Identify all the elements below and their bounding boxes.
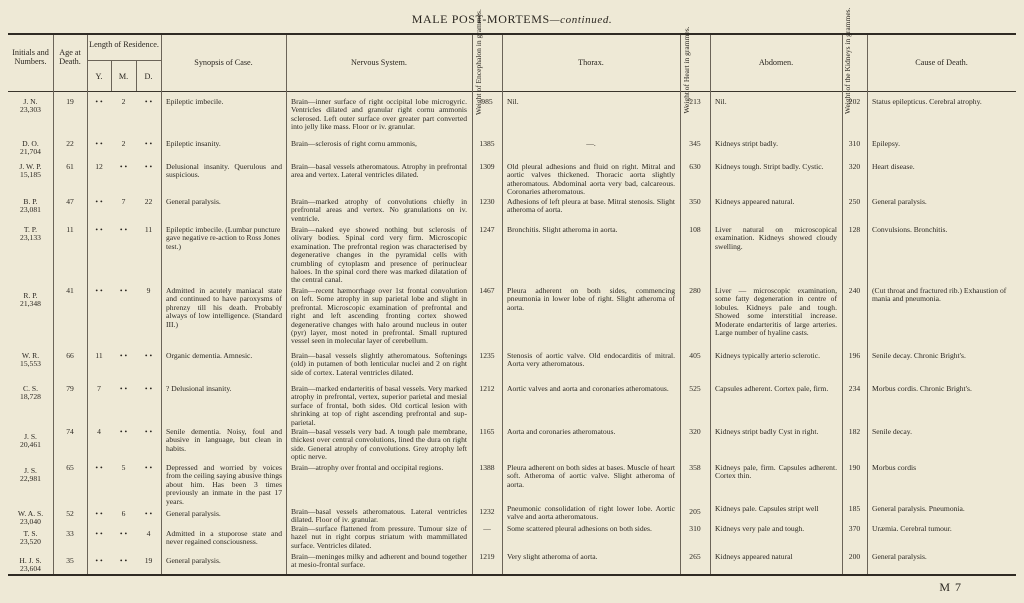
- header-cause: Cause of Death.: [915, 58, 968, 67]
- row-thorax: Aorta and coronaries atheromatous.: [507, 427, 616, 436]
- row-thorax: Old pleural adhesions and fluid on right. Mitral and aortic valves thickened. Thoracic aorta slightly atheromatous. Abdominal aorta very bad, calcareous. Coronaries atheromatous.: [507, 162, 675, 197]
- row-age: 41: [66, 286, 74, 295]
- row-years: 4: [97, 427, 101, 436]
- row-heart: 205: [689, 507, 701, 516]
- row-number: 20,461: [20, 440, 41, 450]
- row-kidneys: 185: [848, 504, 861, 513]
- row-synopsis: Senile dementia. Noisy, foul and abusive in language, but clean in habits.: [166, 427, 282, 453]
- row-heart: 358: [689, 463, 701, 472]
- row-heart: 213: [689, 97, 701, 106]
- residence-header-rule: [87, 60, 161, 61]
- row-initials: J. S.: [24, 432, 37, 441]
- row-days: • •: [144, 509, 153, 518]
- row-days: • •: [144, 351, 153, 360]
- row-heart: 320: [689, 427, 701, 436]
- row-kidneys: 320: [848, 162, 861, 171]
- table-row: [8, 467, 53, 484]
- row-age: 47: [66, 197, 74, 206]
- row-number: 23,604: [20, 564, 41, 574]
- row-years: 7: [97, 384, 101, 393]
- row-thorax: Adhesions of left pleura at base. Mitral stenosis. Slight atheroma of aorta.: [507, 197, 675, 215]
- row-initials: D. O.: [22, 139, 39, 148]
- row-number: 21,704: [20, 147, 41, 157]
- row-cause: Status epilepticus. Cerebral atrophy.: [872, 97, 982, 106]
- row-cause: Senile decay. Chronic Bright's.: [872, 351, 966, 360]
- table-row: [8, 530, 53, 547]
- header-years: Y.: [95, 72, 103, 81]
- row-number: 23,040: [20, 517, 41, 527]
- row-initials: H. J. S.: [19, 556, 42, 565]
- row-abdomen: Liver natural on microscopical examination. Kidneys showed cloudy swelling.: [715, 225, 837, 251]
- row-encephalon: 1165: [479, 427, 495, 436]
- table-row: [8, 385, 53, 402]
- row-thorax: Bronchitis. Slight atheroma in aorta.: [507, 225, 618, 234]
- row-number: 23,303: [20, 105, 41, 115]
- row-days: • •: [144, 384, 153, 393]
- row-number: 18,728: [20, 392, 41, 402]
- row-years: • •: [95, 509, 103, 518]
- row-nervous: Brain—inner surface of right occipital lobe microgyric. Ventricles dilated and granular right cornu ammonis sclerosed. Left outer surface over greater part converted into jelly like mass. Floor or iv. granular.: [291, 97, 467, 132]
- row-months: • •: [119, 529, 128, 538]
- row-age: 66: [66, 351, 74, 360]
- row-months: • •: [119, 351, 128, 360]
- header-abdomen: Abdomen.: [758, 58, 794, 67]
- row-thorax: Nil.: [507, 97, 519, 106]
- row-abdomen: Kidneys stript badly.: [715, 139, 778, 148]
- table-row: [8, 510, 53, 527]
- header-days: D.: [144, 72, 153, 81]
- header-thorax: Thorax.: [578, 58, 604, 67]
- row-abdomen: Kidneys pale, firm. Capsules adherent. Cortex thin.: [715, 463, 837, 481]
- row-years: • •: [95, 463, 103, 472]
- row-abdomen: Kidneys typically arterio sclerotic.: [715, 351, 821, 360]
- row-number: 22,981: [20, 474, 41, 484]
- row-synopsis: Epileptic imbecile. (Lumbar puncture gave negative re-action to Ross Jones test.): [166, 225, 281, 251]
- column-divider: [842, 35, 843, 574]
- row-kidneys: 200: [848, 552, 861, 561]
- row-encephalon: —: [483, 524, 491, 533]
- row-years: 11: [95, 351, 103, 360]
- table-row: [8, 292, 53, 309]
- row-synopsis: Epileptic imbecile.: [166, 97, 224, 106]
- row-age: 61: [66, 162, 74, 171]
- row-heart: 345: [689, 139, 701, 148]
- header-synopsis: Synopsis of Case.: [194, 58, 253, 67]
- row-abdomen: Kidneys appeared natural: [715, 552, 793, 561]
- row-encephalon: 1467: [479, 286, 495, 295]
- row-years: • •: [95, 139, 103, 148]
- table-row: [8, 433, 53, 450]
- row-months: 7: [121, 197, 126, 206]
- row-cause: General paralysis. Pneumonia.: [872, 504, 965, 513]
- row-encephalon: 1235: [479, 351, 495, 360]
- row-age: 65: [66, 463, 74, 472]
- row-months: • •: [119, 384, 128, 393]
- row-abdomen: Kidneys stript badly Cyst in right.: [715, 427, 819, 436]
- row-age: 52: [66, 509, 74, 518]
- row-cause: Epilepsy.: [872, 139, 900, 148]
- row-months: • •: [119, 286, 128, 295]
- row-age: 11: [66, 225, 74, 234]
- row-initials: C. S.: [23, 384, 38, 393]
- row-months: • •: [119, 162, 128, 171]
- row-age: 33: [66, 529, 74, 538]
- row-cause: General paralysis.: [872, 197, 927, 206]
- title-suffix: —continued.: [549, 14, 613, 26]
- row-thorax: Very slight atheroma of aorta.: [507, 552, 598, 561]
- row-abdomen: Nil.: [715, 97, 727, 106]
- column-divider: [53, 35, 54, 574]
- row-initials: B. P.: [23, 197, 38, 206]
- row-thorax: Pleura adherent on both sides at bases. Muscle of heart soft. Atheroma of aortic valve. Slight atheroma of aorta.: [507, 463, 675, 489]
- column-divider: [502, 35, 503, 574]
- row-synopsis: ? Delusional insanity.: [166, 384, 232, 393]
- column-divider: [87, 35, 88, 574]
- header-kidneys: Weight of the Kidneys in grammes.: [843, 7, 852, 114]
- row-months: • •: [119, 427, 128, 436]
- row-kidneys: 234: [848, 384, 861, 393]
- row-months: 6: [121, 509, 126, 518]
- row-number: 23,081: [20, 205, 41, 215]
- row-years: • •: [95, 197, 103, 206]
- row-months: 2: [121, 97, 126, 106]
- table-row: [8, 163, 53, 180]
- row-years: 12: [95, 162, 103, 171]
- row-nervous: Brain—sclerosis of right cornu ammonis,: [291, 139, 417, 148]
- row-days: 9: [146, 286, 151, 295]
- header-heart: Weight of Heart in grammes.: [682, 26, 691, 114]
- column-divider: [472, 35, 473, 574]
- row-synopsis: Admitted in acutely maniacal state and continued to have paroxysms of phrenzy till his death. Probably always of low intelligence. (Standard III.): [166, 286, 282, 329]
- column-divider: [867, 35, 868, 574]
- row-encephalon: 1247: [479, 225, 495, 234]
- row-days: • •: [144, 162, 153, 171]
- row-age: 35: [66, 556, 74, 565]
- row-heart: 525: [689, 384, 701, 393]
- row-encephalon: 1230: [479, 197, 495, 206]
- row-thorax: Stenosis of aortic valve. Old endocarditis of mitral. Aorta very atheromatous.: [507, 351, 675, 369]
- row-abdomen: Kidneys appeared natural.: [715, 197, 795, 206]
- row-nervous: Brain—marked atrophy of convolutions chiefly in prefrontal areas and vertex. No granulations on iv. ventricle.: [291, 197, 467, 223]
- row-synopsis: Admitted in a stuporose state and never regained consciousness.: [166, 529, 282, 547]
- row-number: 23,520: [20, 537, 41, 547]
- row-nervous: Brain—marked endarteritis of basal vessels. Very marked atrophy in prefrontal, vertex, superior parietal and mesial surface of frontal, both sides. Old cortical lesion with shrinking at top of right ascending prefrontal and sup-parietal.: [291, 384, 467, 427]
- row-abdomen: Kidneys very pale and tough.: [715, 524, 805, 533]
- row-kidneys: 250: [848, 197, 861, 206]
- row-days: 4: [146, 529, 151, 538]
- row-synopsis: General paralysis.: [166, 556, 221, 565]
- row-initials: W. R.: [21, 351, 40, 360]
- header-nervous: Nervous System.: [351, 58, 407, 67]
- row-kidneys: 240: [848, 286, 861, 295]
- row-days: 22: [144, 197, 153, 206]
- bottom-rule: [8, 574, 1016, 576]
- row-initials: R. P.: [23, 291, 38, 300]
- row-initials: J. W. P.: [19, 162, 42, 171]
- row-thorax: Some scattered pleural adhesions on both sides.: [507, 524, 652, 533]
- row-kidneys: 182: [848, 427, 861, 436]
- table-row: [8, 557, 53, 574]
- row-initials: J. S.: [24, 466, 37, 475]
- row-nervous: Brain—surface flattened from pressure. Tumour size of hazel nut in right corpus striatum with mammillated surface. Ventricles dilated.: [291, 524, 467, 550]
- row-years: • •: [95, 556, 103, 565]
- row-nervous: Brain—basal vessels slightly atheromatous. Softenings (old) in putamen of both lenticular nuclei and 2 on right side of cortex. Lateral ventricles dilated.: [291, 351, 467, 377]
- row-cause: Convulsions. Bronchitis.: [872, 225, 948, 234]
- row-heart: 405: [689, 351, 701, 360]
- row-days: • •: [144, 97, 153, 106]
- row-age: 22: [66, 139, 74, 148]
- row-kidneys: 310: [848, 139, 861, 148]
- header-encephalon: Weight of Encephalon in grammes.: [474, 9, 483, 115]
- column-divider: [680, 35, 681, 574]
- row-cause: Heart disease.: [872, 162, 915, 171]
- row-synopsis: Epileptic insanity.: [166, 139, 221, 148]
- header-residence: Length of Residence.: [89, 40, 159, 49]
- table-row: [8, 198, 53, 215]
- row-years: • •: [95, 529, 103, 538]
- row-age: 74: [66, 427, 74, 436]
- row-months: • •: [119, 225, 128, 234]
- header-age: Age at Death.: [59, 48, 81, 66]
- row-number: 23,133: [20, 233, 41, 243]
- row-days: • •: [144, 139, 153, 148]
- row-months: 5: [121, 463, 126, 472]
- row-kidneys: 202: [848, 97, 861, 106]
- row-nervous: Brain—atrophy over frontal and occipital regions.: [291, 463, 444, 472]
- row-encephalon: 985: [481, 97, 493, 106]
- row-heart: 630: [689, 162, 701, 171]
- row-number: 15,185: [20, 170, 41, 180]
- table-row: [8, 140, 53, 157]
- row-nervous: Brain—basal vessels very bad. A tough pale membrane, thickest over central convolutions, lined the dura on right side. General atrophy of convolutions. Grey atrophy left optic nerve.: [291, 427, 467, 462]
- row-kidneys: 196: [848, 351, 861, 360]
- column-divider: [710, 35, 711, 574]
- header-initials: Initials and Numbers.: [12, 48, 49, 66]
- row-thorax: —.: [586, 139, 596, 148]
- row-cause: General paralysis.: [872, 552, 927, 561]
- row-years: • •: [95, 225, 103, 234]
- row-synopsis: Depressed and worried by voices from the ceiling saying abusive things about him. Has been 3 times previously an inmate in the past 17 years.: [166, 463, 282, 506]
- row-nervous: Brain—meninges milky and adherent and bound together at mesio-frontal surface.: [291, 552, 467, 570]
- row-age: 19: [66, 97, 74, 106]
- row-years: • •: [95, 286, 103, 295]
- row-days: • •: [144, 463, 153, 472]
- row-kidneys: 370: [848, 524, 861, 533]
- row-nervous: Brain—basal vessels atheromatous. Lateral ventricles dilated. Floor of iv. granular.: [291, 507, 467, 525]
- row-nervous: Brain—naked eye showed nothing but sclerosis of olivary bodies. Spinal cord very firm. Microscopic examination. The prefrontal region was characterised by degenerative changes in the pyramidal cells with crumbling of cytoplasm and presence of perinuclear haloes. In the spinal cord there was marked dilatation of the central canal.: [291, 225, 467, 285]
- row-heart: 108: [689, 225, 701, 234]
- row-synopsis: General paralysis.: [166, 197, 221, 206]
- row-encephalon: 1385: [479, 139, 495, 148]
- row-initials: J. N.: [23, 97, 38, 106]
- row-initials: W. A. S.: [17, 509, 44, 518]
- table-row: [8, 352, 53, 369]
- page-number: M 7: [939, 580, 962, 594]
- row-synopsis: Organic dementia. Amnesic.: [166, 351, 253, 360]
- row-number: 21,348: [20, 299, 41, 309]
- row-initials: T. S.: [23, 529, 38, 538]
- row-heart: 310: [689, 524, 701, 533]
- row-age: 79: [66, 384, 74, 393]
- row-encephalon: 1309: [479, 162, 495, 171]
- table-row: [8, 226, 53, 243]
- row-thorax: Pneumonic consolidation of right lower lobe. Aortic valve and aorta atheromatous.: [507, 504, 675, 522]
- row-encephalon: 1219: [479, 552, 495, 561]
- row-nervous: Brain—recent hæmorrhage over 1st frontal convolution on left. Some atrophy in sup parietal lobe and slight in prefrontal. Microscopic examination of prefrontal and right and left ascending fronting cortex showed degenerative changes with halo around nucleus in outer (pyr) layer, most noted in prefrontal. Small ruptured vessel seen in molecular layer of cerebellum.: [291, 286, 467, 346]
- row-days: • •: [144, 427, 153, 436]
- row-synopsis: General paralysis.: [166, 509, 221, 518]
- row-encephalon: 1232: [479, 507, 495, 516]
- row-abdomen: Kidneys tough. Stript badly. Cystic.: [715, 162, 824, 171]
- page-title: [0, 12, 1024, 27]
- row-abdomen: Capsules adherent. Cortex pale, firm.: [715, 384, 829, 393]
- row-days: 19: [144, 556, 153, 565]
- row-encephalon: 1388: [479, 463, 495, 472]
- row-days: 11: [144, 225, 153, 234]
- row-synopsis: Delusional insanity. Querulous and suspicious.: [166, 162, 282, 180]
- row-heart: 265: [689, 552, 701, 561]
- row-kidneys: 190: [848, 463, 861, 472]
- row-nervous: Brain—basal vessels atheromatous. Atrophy in prefrontal area and vertex. Lateral ventricles dilated.: [291, 162, 467, 180]
- row-heart: 350: [689, 197, 701, 206]
- row-cause: Uræmia. Cerebral tumour.: [872, 524, 952, 533]
- header-months: M.: [118, 72, 129, 81]
- row-thorax: Pleura adherent on both sides, commencing pneumonia in lower lobe of right. Slight atheroma of aorta.: [507, 286, 675, 312]
- row-thorax: Aortic valves and aorta and coronaries atheromatous.: [507, 384, 669, 393]
- row-cause: (Cut throat and fractured rib.) Exhaustion of mania and pneumonia.: [872, 286, 1007, 304]
- row-heart: 280: [689, 286, 701, 295]
- row-cause: Morbus cordis: [872, 463, 917, 472]
- row-kidneys: 128: [848, 225, 861, 234]
- title-text: MALE POST-MORTEMS: [411, 12, 550, 26]
- row-encephalon: 1212: [479, 384, 495, 393]
- row-months: 2: [121, 139, 126, 148]
- row-abdomen: Kidneys pale. Capsules stript well: [715, 504, 819, 513]
- row-number: 15,553: [20, 359, 41, 369]
- row-initials: T. P.: [23, 225, 38, 234]
- row-cause: Senile decay.: [872, 427, 912, 436]
- column-divider: [161, 35, 162, 574]
- row-cause: Morbus cordis. Chronic Bright's.: [872, 384, 972, 393]
- row-abdomen: Liver — microscopic examination, some fatty degeneration in centre of lobules. Kidneys pale and tough. Showed some interstitial increase. Moderate endarteritis of large arteries. Large number of hyaline casts.: [715, 286, 837, 338]
- row-months: • •: [119, 556, 128, 565]
- row-years: • •: [95, 97, 103, 106]
- table-row: [8, 98, 53, 115]
- column-divider: [286, 35, 287, 574]
